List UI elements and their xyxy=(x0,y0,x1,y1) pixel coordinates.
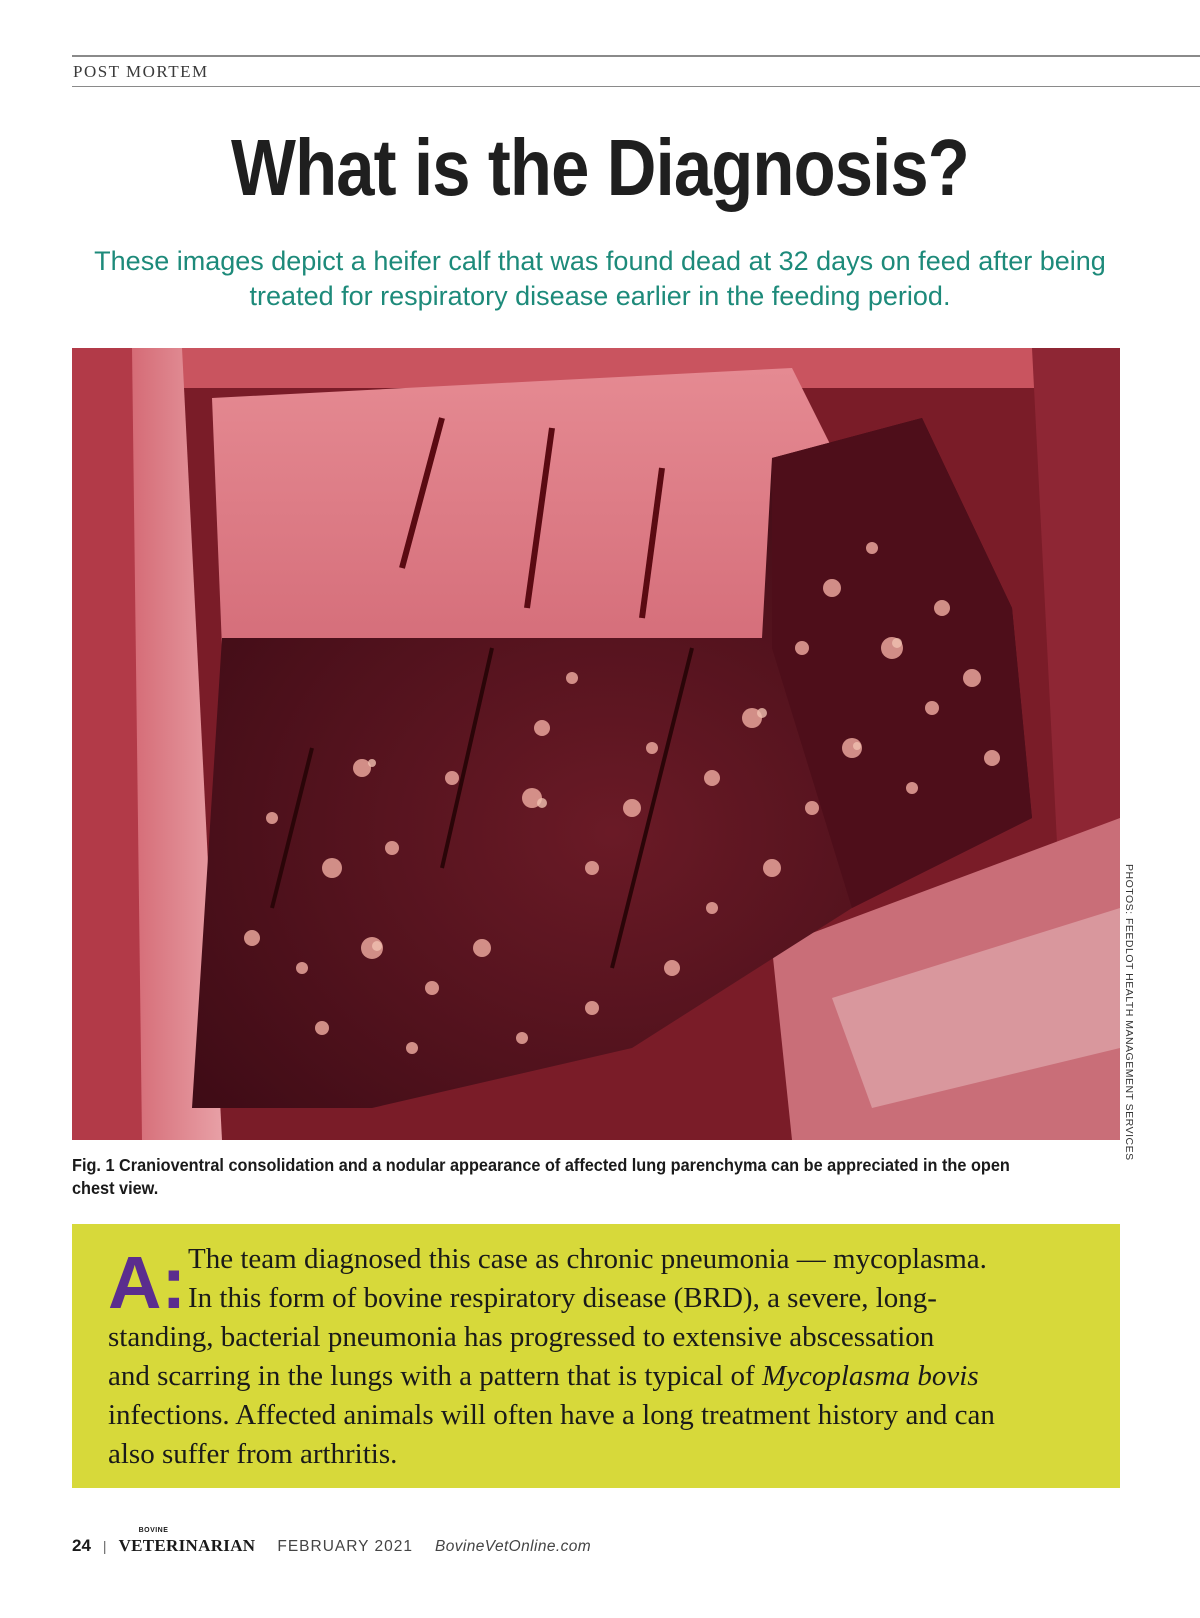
logo-main-text: VETERINARIAN xyxy=(118,1536,256,1555)
answer-line: In this form of bovine respiratory disease (BRD), a severe, long- xyxy=(188,1282,937,1314)
logo-small-text: BOVINE xyxy=(138,1527,169,1534)
answer-text xyxy=(108,1240,1108,1474)
header-rule-top xyxy=(72,55,1200,57)
magazine-logo xyxy=(118,1527,256,1556)
figure-caption: Fig. 1 Cranioventral consolidation and a nodular appearance of affected lung parenchyma can be appreciated in the open chest view. xyxy=(72,1155,1010,1198)
article-dek: These images depict a heifer calf that was found dead at 32 days on feed after being treated for respiratory disease earlier in the feeding period. xyxy=(94,246,1106,311)
lung-photo-illustration xyxy=(72,348,1120,1140)
answer-box xyxy=(72,1224,1120,1488)
answer-line-with-term xyxy=(108,1357,1108,1396)
answer-line: infections. Affected animals will often have a long treatment history and can xyxy=(108,1399,995,1431)
page-footer xyxy=(72,1527,592,1560)
answer-line-text: and scarring in the lungs with a pattern that is typical of xyxy=(108,1360,762,1392)
website-url: BovineVetOnline.com xyxy=(435,1538,592,1555)
issue-date: FEBRUARY 2021 xyxy=(277,1538,413,1555)
section-label: POST MORTEM xyxy=(73,62,209,81)
answer-letter: A: xyxy=(108,1241,187,1324)
answer-line: standing, bacterial pneumonia has progressed to extensive abscessation xyxy=(108,1321,935,1353)
photo-credit-text: PHOTOS: FEEDLOT HEALTH MANAGEMENT SERVICES xyxy=(1123,864,1135,1161)
answer-line: The team diagnosed this case as chronic pneumonia — mycoplasma. xyxy=(188,1243,987,1275)
footer-separator: | xyxy=(102,1538,107,1554)
necropsy-lung-photo xyxy=(72,348,1120,1140)
photo-credit xyxy=(1122,864,1136,1161)
article-title: What is the Diagnosis? xyxy=(231,123,969,212)
species-term: Mycoplasma bovis xyxy=(761,1360,979,1392)
header-rule-bottom xyxy=(72,86,1200,87)
answer-line: also suffer from arthritis. xyxy=(108,1438,398,1470)
page-number: 24 xyxy=(72,1536,91,1555)
